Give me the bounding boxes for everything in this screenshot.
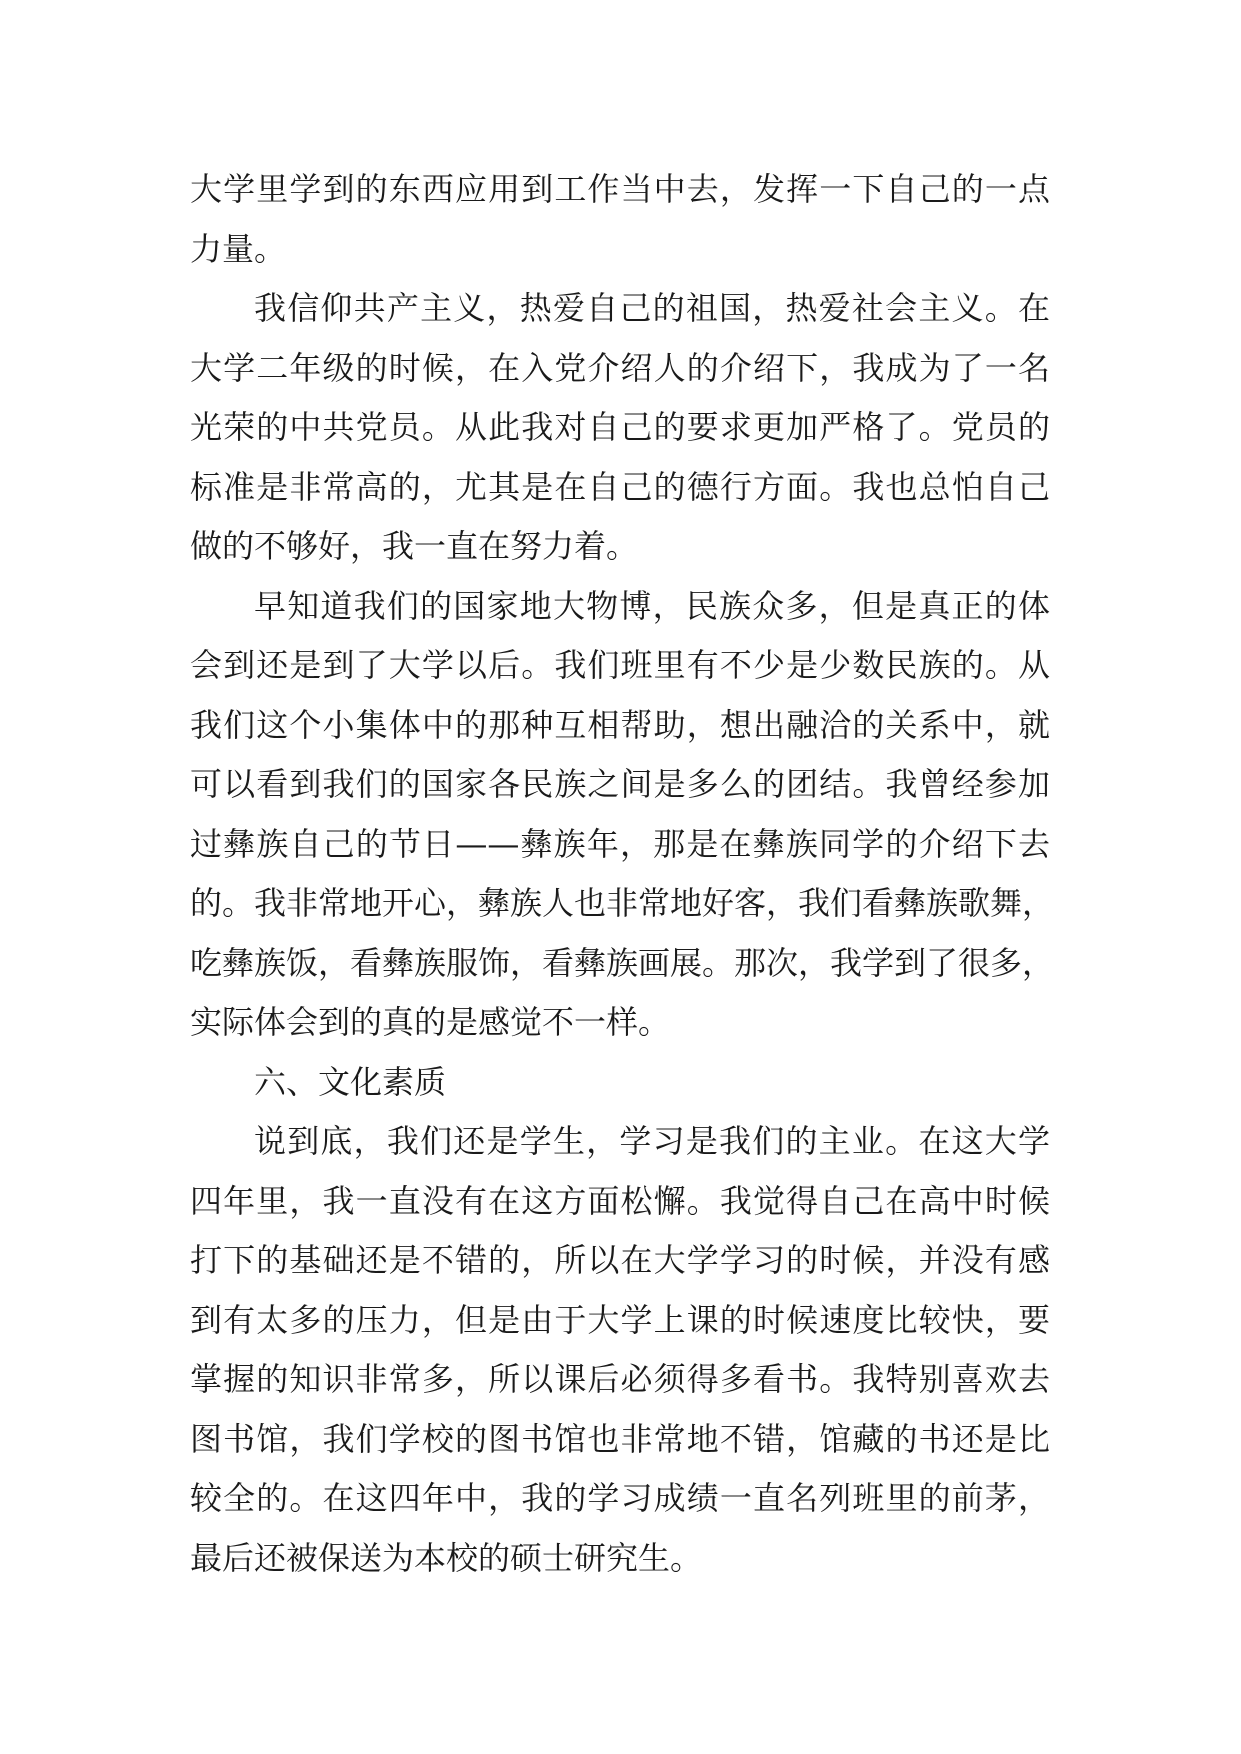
text-line: 过彝族自己的节日——彝族年，那是在彝族同学的介绍下去 xyxy=(190,824,1050,863)
paragraph-1 xyxy=(190,160,1050,279)
section-heading-text: 六、文化素质 xyxy=(254,1062,447,1101)
text-line: 做的不够好，我一直在努力着。 xyxy=(190,527,639,565)
text-line: 图书馆，我们学校的图书馆也非常地不错，馆藏的书还是比 xyxy=(190,1419,1050,1458)
section-heading xyxy=(190,1053,1050,1113)
document-body xyxy=(190,160,1055,1588)
text-line: 早知道我们的国家地大物博，民族众多，但是真正的体 xyxy=(254,586,1050,625)
text-line: 大学二年级的时候，在入党介绍人的介绍下，我成为了一名 xyxy=(190,348,1050,387)
text-line: 最后还被保送为本校的硕士研究生。 xyxy=(190,1538,703,1577)
text-line: 掌握的知识非常多，所以课后必须得多看书。我特别喜欢去 xyxy=(190,1360,1050,1398)
text-line: 大学里学到的东西应用到工作当中去，发挥一下自己的一点 xyxy=(190,170,1050,208)
text-line: 说到底，我们还是学生，学习是我们的主业。在这大学 xyxy=(254,1122,1050,1160)
text-line: 打下的基础还是不错的，所以在大学学习的时候，并没有感 xyxy=(190,1241,1050,1279)
text-line: 可以看到我们的国家各民族之间是多么的团结。我曾经参加 xyxy=(190,765,1050,803)
text-line: 力量。 xyxy=(190,229,287,268)
text-line: 会到还是到了大学以后。我们班里有不少是少数民族的。从 xyxy=(190,646,1050,684)
text-line: 吃彝族饭，看彝族服饰，看彝族画展。那次，我学到了很多， xyxy=(190,943,1055,982)
text-line: 四年里，我一直没有在这方面松懈。我觉得自己在高中时候 xyxy=(190,1181,1050,1220)
paragraph-3 xyxy=(190,577,1055,1053)
text-line: 的。我非常地开心，彝族人也非常地好客，我们看彝族歌舞， xyxy=(190,884,1055,922)
text-line: 我们这个小集体中的那种互相帮助，想出融洽的关系中，就 xyxy=(190,705,1050,744)
paragraph-2 xyxy=(190,279,1050,577)
text-line: 较全的。在这四年中，我的学习成绩一直名列班里的前茅， xyxy=(190,1479,1050,1517)
text-line: 实际体会到的真的是感觉不一样。 xyxy=(190,1003,671,1041)
text-line: 我信仰共产主义，热爱自己的祖国，热爱社会主义。在 xyxy=(254,289,1050,327)
text-line: 标准是非常高的，尤其是在自己的德行方面。我也总怕自己 xyxy=(190,467,1050,506)
text-line: 到有太多的压力，但是由于大学上课的时候速度比较快，要 xyxy=(190,1300,1050,1339)
paragraph-4 xyxy=(190,1112,1050,1588)
text-line: 光荣的中共党员。从此我对自己的要求更加严格了。党员的 xyxy=(190,408,1050,446)
